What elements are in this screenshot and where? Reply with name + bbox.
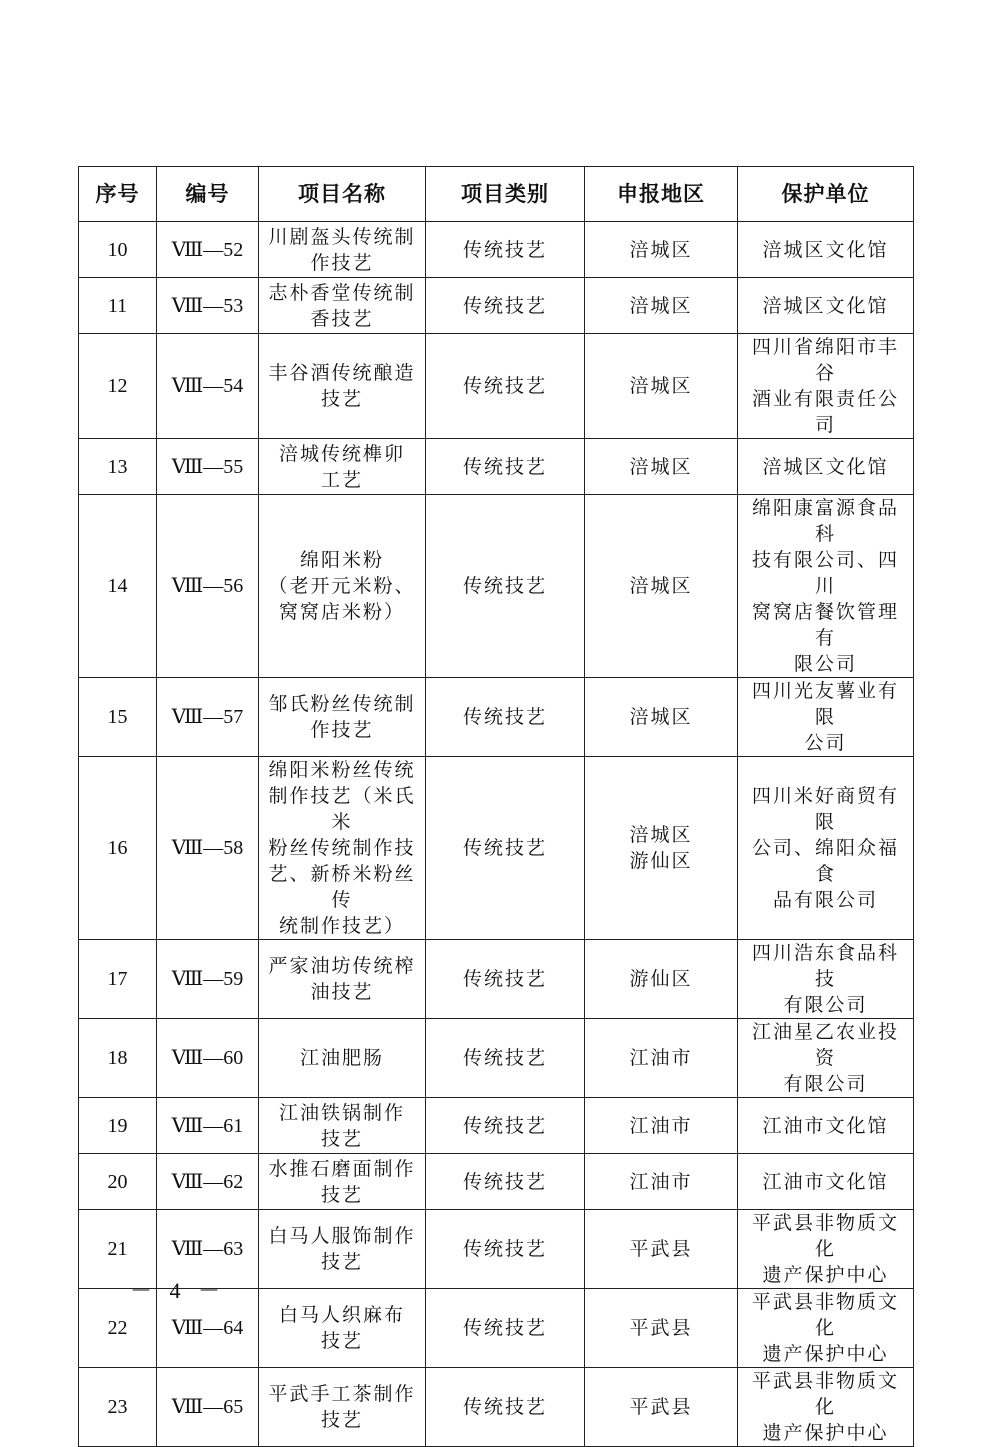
cell-seq: 21 <box>79 1210 157 1289</box>
project-name-text: 江油肥肠 <box>299 1047 384 1069</box>
cell-code: Ⅷ—65 <box>157 1368 259 1447</box>
unit-text: 平武县非物质文化 遗产保护中心 <box>751 1212 899 1286</box>
cell-region <box>585 278 738 334</box>
cell-seq: 22 <box>79 1289 157 1368</box>
cell-category: 传统技艺 <box>426 1098 585 1154</box>
project-name-text: 涪城传统榫卯 工艺 <box>278 442 405 491</box>
region-text: 平武县 <box>629 1396 693 1418</box>
cell-unit <box>738 1289 914 1368</box>
cell-code: Ⅷ—59 <box>157 940 259 1019</box>
table-row <box>79 940 914 1019</box>
cell-code: Ⅷ—55 <box>157 439 259 495</box>
cell-seq: 23 <box>79 1368 157 1447</box>
cell-region <box>585 334 738 439</box>
cell-unit <box>738 940 914 1019</box>
table-header-row <box>79 167 914 222</box>
region-text: 涪城区 <box>629 706 693 728</box>
cell-project-name <box>259 439 426 495</box>
cell-unit <box>738 1019 914 1098</box>
unit-text: 四川浩东食品科技 有限公司 <box>751 942 899 1016</box>
cell-category: 传统技艺 <box>426 495 585 678</box>
table-row <box>79 495 914 678</box>
cell-region <box>585 1368 738 1447</box>
cell-unit <box>738 278 914 334</box>
unit-text: 涪城区文化馆 <box>762 294 889 317</box>
region-text: 涪城区 <box>629 294 693 317</box>
cell-unit <box>738 495 914 678</box>
cell-seq: 14 <box>79 495 157 678</box>
project-name-text: 平武手工茶制作 技艺 <box>268 1383 416 1431</box>
cell-seq: 15 <box>79 678 157 757</box>
cell-region <box>585 1210 738 1289</box>
unit-text: 江油市文化馆 <box>762 1170 889 1193</box>
cell-category: 传统技艺 <box>426 940 585 1019</box>
cell-code: Ⅷ—57 <box>157 678 259 757</box>
cell-category: 传统技艺 <box>426 1154 585 1210</box>
unit-text: 江油市文化馆 <box>762 1114 889 1137</box>
table-row <box>79 1098 914 1154</box>
cell-code: Ⅷ—64 <box>157 1289 259 1368</box>
header-category: 项目类别 <box>426 167 585 222</box>
cell-seq: 16 <box>79 757 157 940</box>
region-text: 涪城区 游仙区 <box>629 824 693 872</box>
page-number: － 4 － <box>130 1278 227 1303</box>
cell-category: 传统技艺 <box>426 334 585 439</box>
cell-category: 传统技艺 <box>426 278 585 334</box>
table-row <box>79 334 914 439</box>
unit-text: 绵阳康富源食品科 技有限公司、四川 窝窝店餐饮管理有 限公司 <box>751 497 899 675</box>
header-project-name: 项目名称 <box>259 167 426 222</box>
cell-region <box>585 1289 738 1368</box>
cell-category: 传统技艺 <box>426 222 585 278</box>
cell-seq: 13 <box>79 439 157 495</box>
table-row <box>79 1019 914 1098</box>
region-text: 平武县 <box>629 1238 693 1260</box>
unit-text: 江油星乙农业投资 有限公司 <box>751 1021 899 1095</box>
project-name-text: 丰谷酒传统酿造 技艺 <box>268 362 416 410</box>
project-name-text: 绵阳米粉丝传统 制作技艺（米氏米 粉丝传统制作技 艺、新桥米粉丝传 统制作技艺） <box>268 759 416 937</box>
unit-text: 涪城区文化馆 <box>762 238 889 261</box>
cell-unit <box>738 1368 914 1447</box>
project-name-text: 绵阳米粉 （老开元米粉、 窝窝店米粉） <box>268 549 416 623</box>
cell-project-name <box>259 1210 426 1289</box>
cell-region <box>585 678 738 757</box>
table-row <box>79 1368 914 1447</box>
project-name-text: 江油铁锅制作 技艺 <box>278 1101 405 1150</box>
project-name-text: 志朴香堂传统制 香技艺 <box>268 281 416 330</box>
table-row <box>79 678 914 757</box>
cell-unit <box>738 334 914 439</box>
region-text: 游仙区 <box>629 968 693 990</box>
cell-seq: 17 <box>79 940 157 1019</box>
cell-code: Ⅷ—54 <box>157 334 259 439</box>
region-text: 涪城区 <box>629 375 693 397</box>
region-text: 涪城区 <box>629 238 693 261</box>
cell-region <box>585 1019 738 1098</box>
region-text: 江油市 <box>629 1047 693 1069</box>
cell-code: Ⅷ—61 <box>157 1098 259 1154</box>
unit-text: 涪城区文化馆 <box>762 455 889 478</box>
heritage-project-table <box>78 166 914 1447</box>
cell-category: 传统技艺 <box>426 1289 585 1368</box>
cell-project-name <box>259 222 426 278</box>
cell-seq: 19 <box>79 1098 157 1154</box>
cell-project-name <box>259 1019 426 1098</box>
cell-region <box>585 495 738 678</box>
cell-unit <box>738 1210 914 1289</box>
cell-code: Ⅷ—63 <box>157 1210 259 1289</box>
cell-code: Ⅷ—62 <box>157 1154 259 1210</box>
cell-seq: 20 <box>79 1154 157 1210</box>
cell-project-name <box>259 1368 426 1447</box>
cell-category: 传统技艺 <box>426 678 585 757</box>
project-name-text: 水推石磨面制作 技艺 <box>268 1157 416 1206</box>
table-row <box>79 222 914 278</box>
cell-project-name <box>259 278 426 334</box>
cell-code: Ⅷ—60 <box>157 1019 259 1098</box>
cell-seq: 11 <box>79 278 157 334</box>
unit-text: 四川米好商贸有限 公司、绵阳众福食 品有限公司 <box>751 785 899 911</box>
cell-project-name <box>259 1154 426 1210</box>
unit-text: 平武县非物质文化 遗产保护中心 <box>751 1291 899 1365</box>
cell-category: 传统技艺 <box>426 1210 585 1289</box>
cell-seq: 12 <box>79 334 157 439</box>
region-text: 江油市 <box>629 1170 693 1193</box>
header-region: 申报地区 <box>585 167 738 222</box>
header-protection-unit: 保护单位 <box>738 167 914 222</box>
cell-region <box>585 1154 738 1210</box>
cell-project-name <box>259 334 426 439</box>
region-text: 涪城区 <box>629 455 693 478</box>
cell-category: 传统技艺 <box>426 439 585 495</box>
cell-region <box>585 439 738 495</box>
cell-unit <box>738 678 914 757</box>
unit-text: 四川光友薯业有限 公司 <box>751 680 899 754</box>
cell-region <box>585 940 738 1019</box>
cell-category: 传统技艺 <box>426 1019 585 1098</box>
cell-seq: 10 <box>79 222 157 278</box>
cell-region <box>585 1098 738 1154</box>
header-code: 编号 <box>157 167 259 222</box>
cell-unit <box>738 222 914 278</box>
cell-project-name <box>259 1098 426 1154</box>
header-seq: 序号 <box>79 167 157 222</box>
cell-category: 传统技艺 <box>426 757 585 940</box>
table-row <box>79 439 914 495</box>
cell-project-name <box>259 940 426 1019</box>
cell-project-name <box>259 678 426 757</box>
cell-unit <box>738 439 914 495</box>
cell-code: Ⅷ—56 <box>157 495 259 678</box>
cell-code: Ⅷ—53 <box>157 278 259 334</box>
project-name-text: 严家油坊传统榨 油技艺 <box>268 955 416 1003</box>
cell-unit <box>738 1154 914 1210</box>
cell-code: Ⅷ—52 <box>157 222 259 278</box>
project-name-text: 川剧盔头传统制 作技艺 <box>268 225 416 274</box>
table-row <box>79 757 914 940</box>
region-text: 平武县 <box>629 1317 693 1339</box>
cell-category: 传统技艺 <box>426 1368 585 1447</box>
table-row <box>79 1154 914 1210</box>
unit-text: 平武县非物质文化 遗产保护中心 <box>751 1370 899 1444</box>
region-text: 江油市 <box>629 1114 693 1137</box>
cell-project-name <box>259 495 426 678</box>
project-name-text: 白马人服饰制作 技艺 <box>268 1225 416 1273</box>
cell-code: Ⅷ—58 <box>157 757 259 940</box>
table-body <box>79 222 914 1447</box>
project-name-text: 白马人织麻布 技艺 <box>278 1304 405 1352</box>
table-row <box>79 278 914 334</box>
cell-region <box>585 757 738 940</box>
cell-unit <box>738 1098 914 1154</box>
cell-region <box>585 222 738 278</box>
project-name-text: 邹氏粉丝传统制 作技艺 <box>268 693 416 741</box>
cell-unit <box>738 757 914 940</box>
region-text: 涪城区 <box>629 575 693 597</box>
cell-project-name <box>259 757 426 940</box>
cell-seq: 18 <box>79 1019 157 1098</box>
unit-text: 四川省绵阳市丰谷 酒业有限责任公司 <box>751 336 899 436</box>
cell-project-name <box>259 1289 426 1368</box>
